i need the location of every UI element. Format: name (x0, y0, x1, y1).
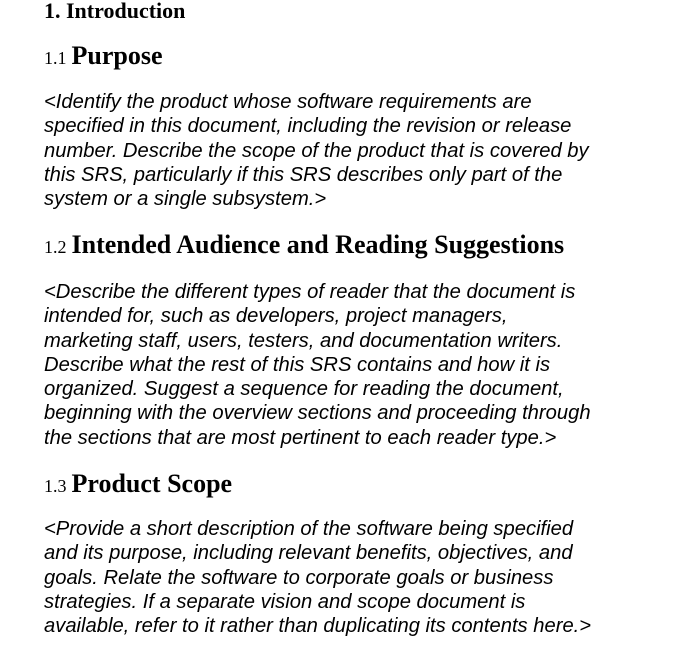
section-body-purpose (44, 90, 644, 211)
section-title: Purpose (71, 41, 163, 70)
body-line: this SRS, particularly if this SRS describes only part of the (44, 163, 563, 186)
body-line: beginning with the overview sections and proceeding through (44, 402, 591, 425)
section-title: Intended Audience and Reading Suggestions (71, 230, 565, 259)
body-line: marketing staff, users, testers, and documentation writers. (44, 329, 563, 352)
body-line: intended for, such as developers, project managers, (44, 305, 508, 328)
body-line: organized. Suggest a sequence for reading the document, (44, 378, 564, 401)
body-line: goals. Relate the software to corporate goals or business (44, 566, 554, 589)
body-line: Describe what the rest of this SRS contains and how it is (44, 353, 551, 376)
section-body-product-scope (44, 517, 644, 638)
body-line: system or a single subsystem.> (44, 188, 327, 211)
section-number: 1.3 (44, 476, 67, 496)
body-line: <Provide a short description of the software being specified (44, 518, 574, 540)
section-heading-product-scope (44, 468, 232, 502)
body-line: specified in this document, including the revision or release (44, 115, 572, 138)
section-number: 1.2 (44, 237, 67, 257)
chapter-heading: 1. Introduction (44, 0, 186, 23)
section-number: 1.1 (44, 48, 67, 68)
body-line: available, refer to it rather than duplicating its contents here.> (44, 615, 592, 638)
section-heading-intended-audience (44, 229, 564, 263)
body-line: and its purpose, including relevant benefits, objectives, and (44, 542, 573, 565)
section-body-intended-audience (44, 280, 644, 450)
body-line: <Identify the product whose software requirements are (44, 91, 532, 113)
body-line: number. Describe the scope of the product that is covered by (44, 139, 589, 162)
body-line: strategies. If a separate vision and scope document is (44, 590, 526, 613)
section-title: Product Scope (71, 469, 233, 498)
body-line: the sections that are most pertinent to each reader type.> (44, 426, 557, 449)
section-heading-purpose (44, 40, 163, 74)
body-line: <Describe the different types of reader that the document is (44, 281, 576, 303)
